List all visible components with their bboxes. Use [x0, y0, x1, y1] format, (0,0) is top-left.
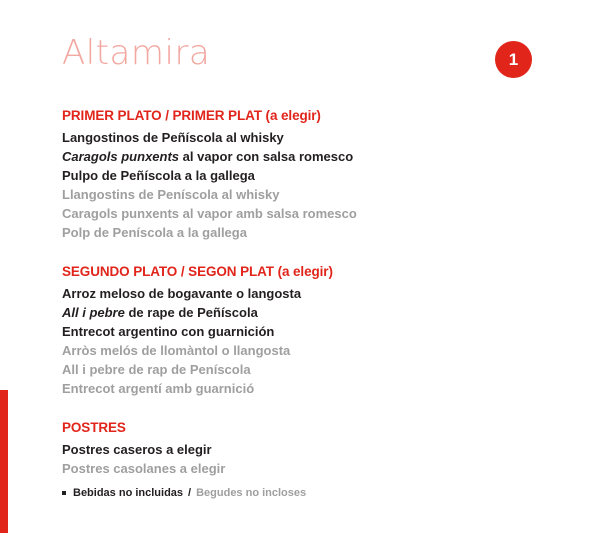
- menu-item-text: Llangostins de Peníscola al whisky: [62, 187, 280, 202]
- menu-item: [62, 322, 532, 341]
- menu-item-emphasis: Caragols punxents: [62, 149, 180, 164]
- section-title: POSTRES: [62, 420, 126, 435]
- menu-item-text: All i pebre de rap de Peníscola: [62, 362, 251, 377]
- footnote-primary: Bebidas no incluidas: [73, 487, 184, 499]
- menu-item: [62, 440, 532, 459]
- menu-section-segundo-plato: [62, 264, 532, 398]
- menu-item-text: Langostinos de Peñíscola al whisky: [62, 130, 284, 145]
- menu-item: [62, 204, 532, 223]
- menu-item: [62, 303, 532, 322]
- menu-item-text: Caragols punxents al vapor amb salsa romesco: [62, 206, 357, 221]
- section-title: SEGUNDO PLATO / SEGON PLAT (a elegir): [62, 264, 333, 279]
- menu-item: [62, 147, 532, 166]
- menu-item-text: Pulpo de Peñíscola a la gallega: [62, 168, 255, 183]
- brand-logo: Altamira: [62, 33, 211, 73]
- menu-content: [62, 108, 532, 500]
- menu-item-text: Arròs melós de llomàntol o llangosta: [62, 343, 291, 358]
- section-title: PRIMER PLATO / PRIMER PLAT (a elegir): [62, 108, 321, 123]
- menu-item: [62, 284, 532, 303]
- menu-item-text: Postres caseros a elegir: [62, 442, 212, 457]
- menu-item: [62, 223, 532, 242]
- menu-item-text: Entrecot argentino con guarnición: [62, 324, 275, 339]
- menu-item: [62, 360, 532, 379]
- menu-section-primer-plato: [62, 108, 532, 242]
- menu-item-text: Postres casolanes a elegir: [62, 461, 226, 476]
- menu-item-text: Polp de Peníscola a la gallega: [62, 225, 247, 240]
- menu-number-badge: 1: [495, 41, 532, 78]
- square-bullet-icon: [62, 491, 66, 495]
- menu-item-emphasis: All i pebre: [62, 305, 125, 320]
- menu-item: [62, 128, 532, 147]
- footnote-separator: /: [188, 487, 192, 499]
- menu-item-text: Arroz meloso de bogavante o langosta: [62, 286, 302, 301]
- menu-item-text: Entrecot argentí amb guarnició: [62, 381, 255, 396]
- footnote: [62, 487, 306, 499]
- menu-item-text: de rape de Peñíscola: [124, 305, 258, 320]
- footnote-secondary: Begudes no incloses: [196, 487, 307, 499]
- menu-item: [62, 185, 532, 204]
- menu-item: [62, 459, 532, 478]
- menu-item: [62, 166, 532, 185]
- menu-section-postres: [62, 420, 532, 478]
- menu-item: [62, 379, 532, 398]
- left-accent-bar: [0, 390, 8, 533]
- menu-item: [62, 341, 532, 360]
- menu-item-text: al vapor con salsa romesco: [179, 149, 354, 164]
